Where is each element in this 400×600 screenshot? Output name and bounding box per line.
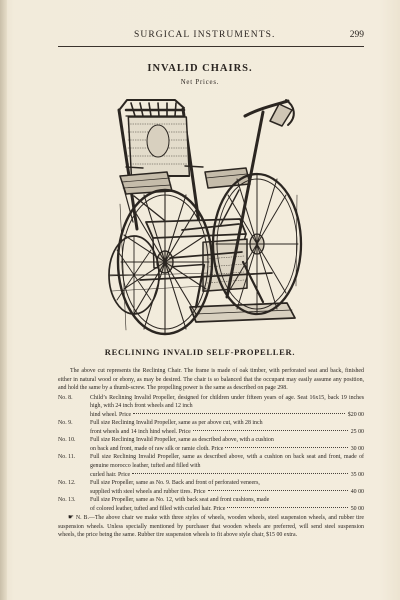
price-label: of colored leather, tufted and filled with curled hair. Price bbox=[90, 505, 226, 512]
pointing-hand-icon: ☛ bbox=[68, 514, 74, 522]
item-number: No. 9. bbox=[58, 420, 73, 427]
price-line bbox=[90, 445, 364, 454]
price-line bbox=[90, 505, 364, 514]
dot-leader bbox=[225, 447, 347, 448]
item-number: No. 11. bbox=[58, 454, 76, 461]
item-price: 35 00 bbox=[350, 471, 364, 478]
wheelchair-illustration bbox=[92, 92, 312, 340]
item-price: 30 00 bbox=[350, 445, 364, 452]
item-number: No. 10. bbox=[58, 437, 76, 444]
item-description: Child’s Reclining Invalid Propeller, designed for children under fifteen years of age. Seat 16x15, back 19 inches high, with 24 inch front wheels and 12 inch bbox=[90, 394, 364, 410]
item-price: $20 00 bbox=[347, 411, 364, 418]
price-line bbox=[90, 471, 364, 480]
price-item bbox=[58, 453, 364, 479]
page-binding-shadow bbox=[0, 0, 7, 600]
running-head: SURGICAL INSTRUMENTS. bbox=[134, 30, 276, 40]
price-line bbox=[90, 411, 364, 420]
page-number: 299 bbox=[349, 30, 364, 40]
nota-bene bbox=[58, 514, 364, 540]
dot-leader bbox=[132, 473, 348, 474]
item-number: No. 8. bbox=[58, 394, 73, 401]
item-description: Full size Reclining Invalid Propeller, same as described above, with a cushion bbox=[90, 437, 274, 444]
intro-paragraph: The above cut represents the Reclining Chair. The frame is made of oak timber, with perforated seat and back, finished either in natural wood or ebony, as may be desired. The chair is so balanced that the occupant may easily assume any position, and hold the same by a thumb-screw. The propelling power is the same as described on page 298. bbox=[58, 368, 364, 392]
dot-leader bbox=[133, 413, 345, 414]
dot-leader bbox=[208, 490, 348, 491]
price-item bbox=[58, 479, 364, 496]
price-line bbox=[90, 428, 364, 437]
price-item bbox=[58, 394, 364, 420]
item-number: No. 12. bbox=[58, 480, 76, 487]
price-label: supplied with steel wheels and rubber tires. Price bbox=[90, 488, 206, 495]
item-description: Full size Reclining Invalid Propeller, same as per above cut, with 28 inch bbox=[90, 420, 263, 427]
price-item bbox=[58, 436, 364, 453]
dot-leader bbox=[193, 430, 348, 431]
price-line bbox=[90, 488, 364, 497]
section-title: INVALID CHAIRS. bbox=[147, 63, 253, 74]
catalog-text bbox=[58, 367, 364, 546]
price-item bbox=[58, 496, 364, 513]
item-price: 25 00 bbox=[350, 428, 364, 435]
page-header bbox=[58, 30, 364, 44]
price-label: hind wheel. Price bbox=[90, 411, 132, 418]
item-description: Full size Propeller, same as No. 12, with back seat and front cushions, made bbox=[90, 497, 270, 504]
item-description: Full size Reclining Invalid Propeller, same as described above, with a cushion on back seat and front, made of genuine morocco leather, tufted and filled with bbox=[90, 454, 364, 470]
dot-leader bbox=[227, 507, 347, 508]
header-rule bbox=[58, 46, 364, 47]
figure-caption: RECLINING INVALID SELF-PROPELLER. bbox=[104, 347, 296, 357]
item-price: 50 00 bbox=[350, 505, 364, 512]
note-text: N. B.—The above chair we make with three styles of wheels, wooden wheels, steel suspension wheels, and rubber tire suspension wheels. Unless specially mentioned by purchaser that wooden wheels are preferred, will send steel suspension wheels, the price being the same. Rubber tire suspension wheels to fit above style chair, $15 00 extra. bbox=[58, 515, 364, 539]
item-price: 40 00 bbox=[350, 488, 364, 495]
item-number: No. 13. bbox=[58, 497, 76, 504]
price-label: curled hair. Price bbox=[90, 471, 131, 478]
section-subtitle: Net Prices. bbox=[180, 79, 220, 86]
price-label: front wheels and 14 inch hind wheel. Price bbox=[90, 428, 191, 435]
item-description: Full size Propeller, same as No. 9. Back and front of perforated veneers, bbox=[90, 480, 260, 487]
price-label: on back and front, made of raw silk or ramie cloth. Price bbox=[90, 445, 224, 452]
price-item bbox=[58, 419, 364, 436]
